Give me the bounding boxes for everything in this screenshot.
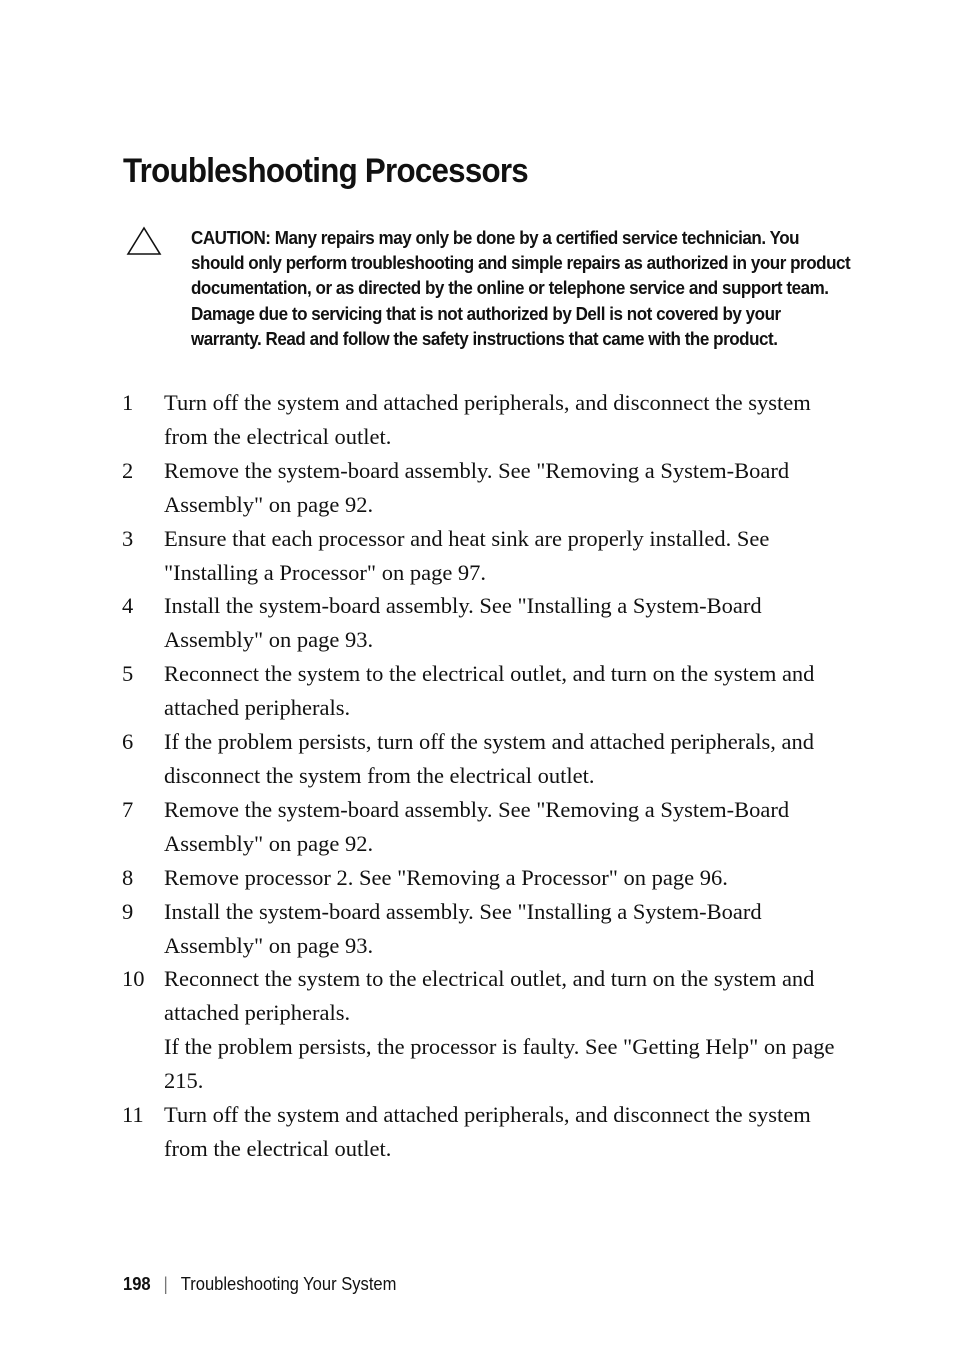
step-10: [0, 962, 954, 1098]
page-footer: [123, 1272, 396, 1296]
step-number: 3: [122, 525, 134, 551]
step-text: Install the system-board assembly. See "Installing a System-Board Assembly" on page 93.: [164, 593, 762, 653]
step-number: 1: [122, 390, 134, 415]
step-number: 2: [122, 457, 134, 483]
step-6: [0, 725, 954, 793]
step-8: [0, 861, 954, 895]
step-5: [0, 657, 954, 725]
step-number: 7: [122, 796, 134, 822]
step-text: Reconnect the system to the electrical outlet, and turn on the system and attached peripherals.: [164, 966, 815, 1026]
step-text: Remove processor 2. See "Removing a Processor" on page 96.: [164, 864, 728, 890]
step-2: [0, 454, 954, 522]
footer-section-title: Troubleshooting Your System: [180, 1274, 397, 1294]
step-text: If the problem persists, turn off the system and attached peripherals, and disconnect the system from the electrical outlet.: [164, 729, 815, 788]
step-number: 4: [122, 593, 134, 619]
caution-triangle-icon: [126, 226, 162, 256]
step-text: Turn off the system and attached peripherals, and disconnect the system from the electrical outlet.: [164, 390, 811, 449]
page-number: 198: [123, 1274, 151, 1294]
step-text: Turn off the system and attached peripherals, and disconnect the system from the electrical outlet.: [164, 1102, 811, 1161]
step-text: Reconnect the system to the electrical outlet, and turn on the system and attached peripherals.: [164, 661, 815, 721]
procedure-steps: [0, 386, 954, 1166]
step-number: 9: [122, 898, 134, 924]
step-text: Ensure that each processor and heat sink are properly installed. See "Installing a Processor" on page 97.: [164, 525, 770, 585]
step-11: [0, 1098, 954, 1166]
step-number: 5: [122, 661, 134, 687]
step-text: Install the system-board assembly. See "Installing a System-Board Assembly" on page 93.: [164, 898, 762, 958]
step-1: [0, 386, 954, 454]
page-title: Troubleshooting Processors: [123, 152, 528, 190]
step-7: [0, 793, 954, 861]
step-4: [0, 589, 954, 657]
footer-separator: |: [163, 1274, 168, 1294]
step-number: 10: [122, 966, 145, 992]
step-text: Remove the system-board assembly. See "Removing a System-Board Assembly" on page 92.: [164, 796, 790, 856]
step-note: If the problem persists, the processor is faulty. See "Getting Help" on page 215.: [164, 1034, 835, 1094]
step-text: Remove the system-board assembly. See "Removing a System-Board Assembly" on page 92.: [164, 457, 790, 517]
step-number: 11: [122, 1102, 144, 1128]
step-number: 8: [122, 864, 134, 890]
step-3: [0, 522, 954, 590]
step-9: [0, 895, 954, 963]
step-number: 6: [122, 729, 134, 755]
caution-text: CAUTION: Many repairs may only be done by a certified service technician. You should only perform troubleshooting and simple repairs as authorized in your product documentation, or as directed by the online or telephone service and support team. Damage due to servicing that is not authorized by Dell is not covered by your warranty. Read and follow the safety instructions that came with the product.: [191, 227, 851, 349]
